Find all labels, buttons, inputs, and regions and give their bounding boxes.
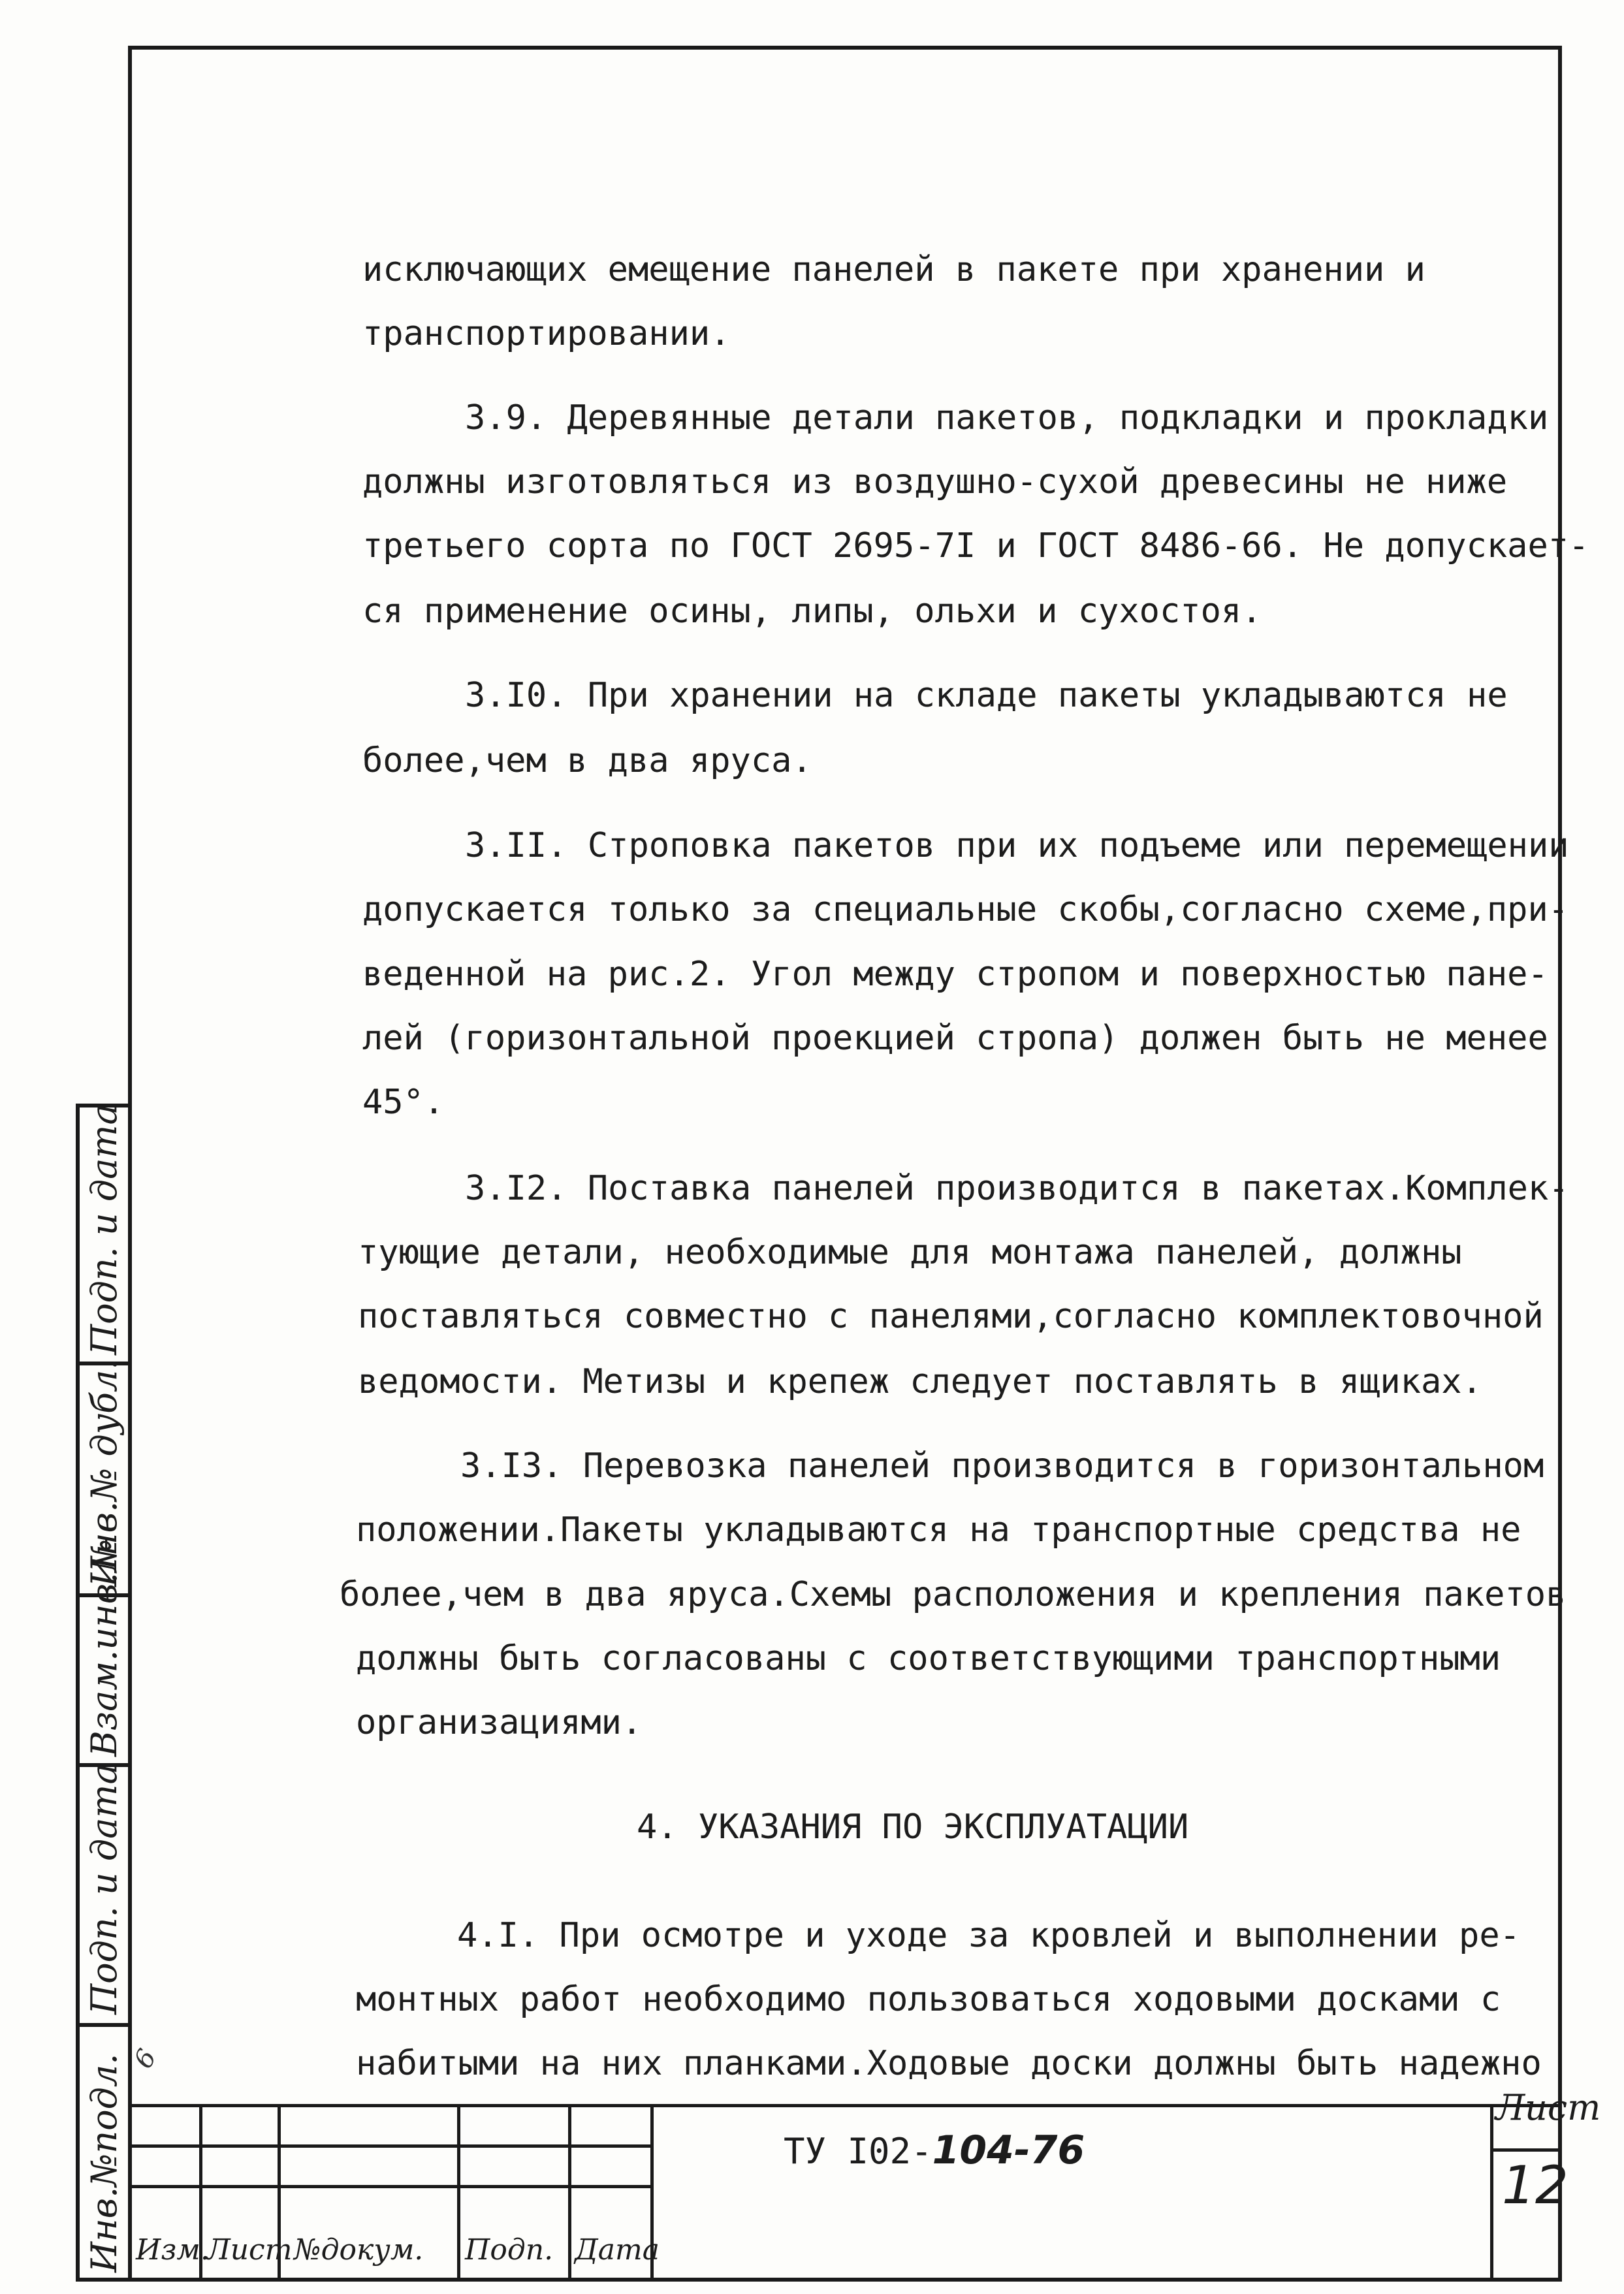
text-line: 3.I3. Перевозка панелей производится в горизонтальном bbox=[460, 1446, 1544, 1486]
text-line: 3.II. Строповка пакетов при их подъеме или перемещении bbox=[465, 826, 1569, 865]
text-line: ведомости. Метизы и крепеж следует поставлять в ящиках. bbox=[358, 1362, 1482, 1401]
doc-prefix: ТУ I02- bbox=[784, 2131, 932, 2172]
strip-mark: 6 bbox=[128, 2044, 163, 2074]
text-line: 3.I0. При хранении на складе пакеты укладываются не bbox=[465, 676, 1508, 715]
strip-label-inv-dubl: Инв.№ дубл. bbox=[84, 1358, 125, 1587]
text-line: транспортировании. bbox=[362, 314, 731, 353]
text-line: 3.9. Деревянные детали пакетов, подкладки и прокладки bbox=[465, 398, 1549, 438]
text-line: должны быть согласованы с соответствующими транспортными bbox=[356, 1639, 1501, 1678]
col-podp: Подп. bbox=[465, 2233, 554, 2267]
title-block-col bbox=[457, 2104, 460, 2282]
text-line: более,чем в два яруса.Схемы расположения и крепления пакетов bbox=[340, 1575, 1567, 1614]
strip-label-podp-data: Подп. и дата bbox=[84, 1104, 125, 1355]
text-line: монтных работ необходимо пользоваться ходовыми досками с bbox=[356, 1980, 1501, 2019]
col-izm: Изм. bbox=[136, 2233, 210, 2267]
text-line: поставляться совместно с панелями,согласно комплектовочной bbox=[358, 1297, 1544, 1336]
col-dokum: №докум. bbox=[294, 2233, 424, 2267]
title-block-row bbox=[128, 2144, 650, 2148]
text-line: 3.I2. Поставка панелей производится в пакетах.Комплек- bbox=[465, 1169, 1569, 1208]
col-data: Дата bbox=[575, 2233, 660, 2267]
strip-label-podp-data: Подп. и дата bbox=[84, 1763, 125, 2015]
document-code bbox=[784, 2127, 1085, 2173]
text-line: веденной на рис.2. Угол между стропом и поверхностью пане- bbox=[362, 955, 1548, 994]
strip-divider bbox=[76, 2023, 132, 2027]
text-line: 45°. bbox=[362, 1083, 445, 1122]
title-block-row bbox=[1490, 2148, 1562, 2152]
sheet-number: 12 bbox=[1502, 2155, 1568, 2216]
text-line: третьего сорта по ГОСТ 2695-7I и ГОСТ 8486-66. Не допускает- bbox=[362, 526, 1589, 566]
strip-label-inv-podl: Инв.№подл. bbox=[84, 2053, 125, 2272]
strip-label-vzam-inv: Взам.инв.№ bbox=[84, 1538, 125, 1757]
text-line: набитыми на них планками.Ходовые доски должны быть надежно bbox=[356, 2044, 1542, 2083]
text-line: организациями. bbox=[356, 1703, 643, 1742]
section-heading: 4. УКАЗАНИЯ ПО ЭКСПЛУАТАЦИИ bbox=[637, 1808, 1189, 1847]
text-line: допускается только за специальные скобы,согласно схеме,при- bbox=[362, 890, 1569, 929]
title-block-top bbox=[128, 2104, 1562, 2107]
text-line: ся применение осины, липы, ольхи и сухостоя. bbox=[362, 592, 1262, 631]
text-line: более,чем в два яруса. bbox=[362, 741, 812, 780]
text-line: 4.I. При осмотре и уходе за кровлей и выполнении ре- bbox=[457, 1916, 1520, 1955]
title-block-col bbox=[1490, 2104, 1493, 2282]
title-block-row bbox=[128, 2185, 650, 2188]
text-line: должны изготовляться из воздушно-сухой древесины не ниже bbox=[362, 462, 1508, 502]
text-line: исключающих емещение панелей в пакете при хранении и bbox=[362, 250, 1425, 289]
title-block-col bbox=[568, 2104, 571, 2282]
text-line: лей (горизонтальной проекцией стропа) должен быть не менее bbox=[362, 1019, 1548, 1058]
sheet-label: Лист bbox=[1495, 2087, 1601, 2128]
doc-number: 104-76 bbox=[932, 2127, 1085, 2173]
text-line: тующие детали, необходимые для монтажа панелей, должны bbox=[358, 1233, 1462, 1272]
col-list: Лист bbox=[206, 2233, 293, 2267]
text-line: положении.Пакеты укладываются на транспортные средства не bbox=[356, 1510, 1521, 1550]
